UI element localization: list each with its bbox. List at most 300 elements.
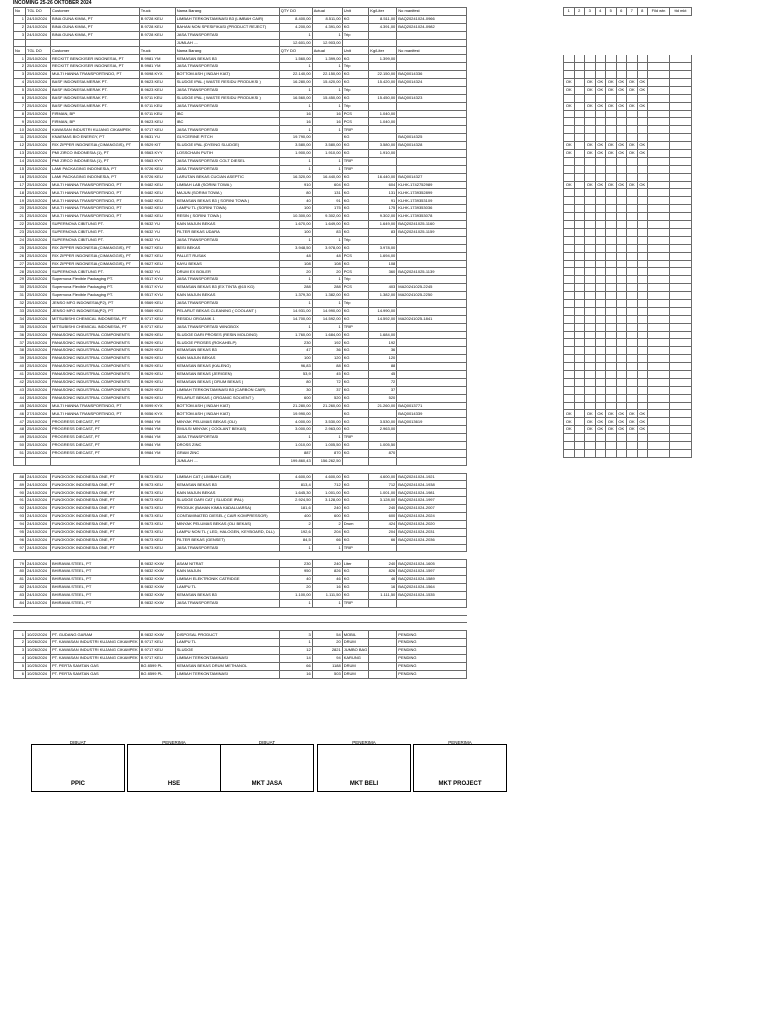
table-cell: KG — [342, 292, 369, 300]
checklist-cell — [648, 276, 670, 284]
table-cell: 1 — [312, 236, 342, 244]
checklist-cell — [637, 347, 648, 355]
table-cell: No — [14, 8, 26, 16]
checklist-cell — [627, 449, 638, 457]
checklist-cell — [564, 165, 575, 173]
table-cell: B 9632 YU — [139, 236, 175, 244]
table-cell: B 9482 KEU — [139, 197, 175, 205]
table-cell — [397, 449, 467, 457]
checklist-cell — [670, 39, 692, 47]
table-cell: B 9711 KEU — [139, 102, 175, 110]
checklist-cell: OK — [595, 410, 606, 418]
checklist-cell — [574, 370, 585, 378]
checklist-cell — [585, 31, 596, 39]
checklist-cell — [616, 307, 627, 315]
table-cell: BAQ0013619 — [397, 418, 467, 426]
table-cell: LIMBAH TERKONTAMINASI — [175, 655, 279, 663]
checklist-cell — [627, 197, 638, 205]
checklist-cell — [595, 370, 606, 378]
table-cell: B 9629 KEU — [139, 331, 175, 339]
checklist-cell — [627, 244, 638, 252]
table-cell: KG — [342, 497, 369, 505]
table-cell: SLUDGE — [175, 647, 279, 655]
table-cell: 25/10/2024 — [26, 315, 51, 323]
checklist-cell — [564, 39, 575, 47]
table-cell: 15.450,00 — [369, 94, 397, 102]
table-cell: 14 — [14, 157, 26, 165]
table-cell: 30 — [14, 284, 26, 292]
table-cell — [397, 165, 467, 173]
table-cell: Drum — [342, 520, 369, 528]
table-cell — [397, 110, 467, 118]
checklist-cell — [627, 402, 638, 410]
table-cell: 24/10/2024 — [26, 544, 51, 552]
table-cell: 100 — [279, 355, 312, 363]
checklist-cell: OK — [637, 86, 648, 94]
checklist-cell — [574, 410, 585, 418]
checklist-cell: OK — [595, 102, 606, 110]
table-row — [14, 481, 467, 489]
checklist-cell — [627, 94, 638, 102]
checklist-cell — [606, 205, 617, 213]
table-cell: 240 — [312, 560, 342, 568]
table-row — [14, 236, 467, 244]
table-cell: TRIP — [342, 544, 369, 552]
checklist-cell — [670, 31, 692, 39]
table-cell: KG — [342, 331, 369, 339]
table-row — [14, 647, 467, 655]
checklist-cell: OK — [564, 79, 575, 87]
table-cell: 25/10/2024 — [26, 118, 51, 126]
checklist-cell: OK — [627, 181, 638, 189]
table-cell: BAQ20241024-2007 — [397, 505, 467, 513]
table-row — [14, 63, 467, 71]
table-cell: 1.694,00 — [369, 252, 397, 260]
table-cell: 29 — [14, 276, 26, 284]
table-cell: 1 — [279, 299, 312, 307]
table-cell: FUNGKOOK INDONESIA ONE, PT — [51, 481, 140, 489]
table-cell: KG — [342, 402, 369, 410]
table-cell — [26, 607, 51, 615]
table-cell: BAQ0014323 — [397, 94, 467, 102]
table-cell — [397, 465, 467, 473]
table-cell: 91 — [369, 197, 397, 205]
table-cell: 4 — [14, 655, 26, 663]
table-cell — [397, 386, 467, 394]
table-cell — [369, 31, 397, 39]
checklist-cell: OK — [606, 410, 617, 418]
checklist-cell — [595, 284, 606, 292]
table-cell: BAQ20241025-1139 — [397, 268, 467, 276]
table-cell: BAQ20241025-1159 — [397, 228, 467, 236]
checklist-cell — [670, 299, 692, 307]
table-row — [14, 55, 467, 63]
table-cell: 3.978,00 — [312, 244, 342, 252]
table-cell: B 9984 YM — [139, 418, 175, 426]
table-cell: 88 — [14, 473, 26, 481]
table-cell — [175, 615, 279, 623]
table-cell: 1.382,00 — [312, 292, 342, 300]
table-cell — [369, 599, 397, 607]
checklist-cell — [670, 134, 692, 142]
table-cell — [139, 465, 175, 473]
checklist-cell — [606, 189, 617, 197]
checklist-cell: OK — [595, 426, 606, 434]
table-cell: 19.990,00 — [279, 410, 312, 418]
table-cell: 14.592,00 — [312, 315, 342, 323]
checklist-cell — [564, 47, 575, 55]
table-row — [14, 631, 467, 639]
checklist-cell — [627, 394, 638, 402]
checklist-cell — [595, 31, 606, 39]
checklist-cell: ttd mkt — [670, 8, 692, 16]
table-cell — [279, 552, 312, 560]
checklist-cell — [606, 15, 617, 23]
checklist-cell — [616, 331, 627, 339]
table-cell: 16.560,00 — [279, 94, 312, 102]
table-cell — [397, 236, 467, 244]
checklist-row — [564, 118, 692, 126]
table-cell — [369, 544, 397, 552]
checklist-cell: OK — [595, 79, 606, 87]
table-cell: PANASONIC INDUSTRIAL COMPONENTS — [51, 331, 140, 339]
table-cell: BAQ20241024-2031 — [397, 528, 467, 536]
checklist-cell — [564, 268, 575, 276]
checklist-cell — [606, 157, 617, 165]
checklist-cell: OK — [627, 150, 638, 158]
table-cell: 41 — [14, 370, 26, 378]
table-row — [14, 449, 467, 457]
table-cell: KG — [342, 189, 369, 197]
checklist-cell: OK — [627, 410, 638, 418]
table-cell: KG — [342, 363, 369, 371]
table-cell: 131 — [312, 189, 342, 197]
table-cell: KLHK-1739353078 — [397, 213, 467, 221]
table-cell: PENDING — [397, 631, 467, 639]
checklist-cell: OK — [606, 86, 617, 94]
table-cell: MULTI HANNA TRANSPORTINDO, PT — [51, 197, 140, 205]
table-cell: DRUM — [342, 639, 369, 647]
checklist-cell — [648, 410, 670, 418]
table-cell: 100 — [279, 228, 312, 236]
checklist-cell — [648, 260, 670, 268]
table-cell: 403 — [369, 284, 397, 292]
table-cell: LARUTAN BEKAS CUCIAN ASEPTIC — [175, 173, 279, 181]
table-cell: 15.450,00 — [312, 94, 342, 102]
checklist-cell — [606, 252, 617, 260]
checklist-cell — [606, 63, 617, 71]
table-cell: 25/10/2024 — [26, 449, 51, 457]
checklist-cell — [574, 189, 585, 197]
checklist-cell — [574, 268, 585, 276]
table-cell: 23 — [14, 228, 26, 236]
checklist-cell — [595, 228, 606, 236]
checklist-cell — [564, 63, 575, 71]
checklist-cell — [616, 47, 627, 55]
signature-name: MKT PROJECT — [438, 781, 482, 787]
table-cell: B 9529 KIT — [139, 142, 175, 150]
table-cell: 25/10/2024 — [26, 55, 51, 63]
table-cell: 25/10/2024 — [26, 189, 51, 197]
table-cell: 1.645,30 — [279, 489, 312, 497]
table-cell — [342, 39, 369, 47]
checklist-cell — [606, 268, 617, 276]
checklist-cell — [627, 347, 638, 355]
checklist-cell — [564, 221, 575, 229]
checklist-cell — [670, 331, 692, 339]
table-row — [14, 221, 467, 229]
checklist-cell — [595, 126, 606, 134]
table-cell: B 9717 KEU — [139, 655, 175, 663]
checklist-cell: OK — [616, 102, 627, 110]
checklist-cell — [637, 15, 648, 23]
table-cell: B 9726 KEU — [139, 165, 175, 173]
blank-row — [14, 465, 467, 473]
checklist-cell — [606, 355, 617, 363]
table-cell: 25/10/2024 — [26, 173, 51, 181]
table-cell: RIX ZIPPER INDONESIA (CIMANGGIS), PT — [51, 142, 140, 150]
checklist-cell — [616, 228, 627, 236]
table-cell: MOBIL — [342, 631, 369, 639]
table-cell: 22.150,00 — [312, 71, 342, 79]
table-cell: 93 — [14, 513, 26, 521]
checklist-cell — [595, 71, 606, 79]
checklist-cell — [670, 55, 692, 63]
table-cell: 1.010,00 — [279, 441, 312, 449]
table-cell: 15 — [14, 165, 26, 173]
checklist-cell: OK — [564, 181, 575, 189]
table-row — [14, 244, 467, 252]
checklist-cell: OK — [585, 410, 596, 418]
table-cell: 28 — [14, 268, 26, 276]
checklist-cell — [595, 481, 606, 489]
checklist-cell — [606, 244, 617, 252]
checklist-cell — [585, 15, 596, 23]
table-cell: MAJUN (SORINI TOWA ) — [175, 189, 279, 197]
checklist-cell — [595, 292, 606, 300]
table-cell: BAQ20241024-2024 — [397, 513, 467, 521]
table-cell: 14.592,00 — [369, 315, 397, 323]
checklist-cell — [627, 228, 638, 236]
table-cell: 88 — [312, 363, 342, 371]
table-cell: FIRMAN, BP — [51, 110, 140, 118]
table-row — [14, 134, 467, 142]
table-cell: 13 — [14, 150, 26, 158]
checklist-cell: OK — [595, 181, 606, 189]
table-cell: 46 — [14, 410, 26, 418]
checklist-cell — [616, 31, 627, 39]
table-cell — [369, 102, 397, 110]
checklist-cell — [648, 39, 670, 47]
table-cell: B 9563 KYY — [139, 150, 175, 158]
table-cell: 16.440,00 — [312, 173, 342, 181]
checklist-cell — [637, 465, 648, 473]
table-cell: BAQ20241024-1535 — [397, 591, 467, 599]
checklist-cell — [595, 94, 606, 102]
table-cell: B 9673 KEU — [139, 505, 175, 513]
table-cell: 25/10/2024 — [26, 355, 51, 363]
checklist-cell — [574, 55, 585, 63]
table-cell: 54 — [312, 631, 342, 639]
checklist-cell — [574, 221, 585, 229]
table-cell: 22 — [14, 221, 26, 229]
table-cell: 84 — [14, 599, 26, 607]
checklist-cell — [564, 228, 575, 236]
checklist-cell — [637, 55, 648, 63]
table-cell: JASA TRANSPORTASI — [175, 299, 279, 307]
table-cell: 100 — [279, 205, 312, 213]
table-cell: LOSSCHAIN PUTIH — [175, 150, 279, 158]
checklist-cell — [648, 15, 670, 23]
table-cell: FUNGKOOK INDONESIA ONE, PT — [51, 513, 140, 521]
table-cell: KG — [342, 205, 369, 213]
table-cell: KEMASAN BEKAS (KALENG) — [175, 363, 279, 371]
table-cell: 2821 — [312, 647, 342, 655]
checklist-cell — [648, 173, 670, 181]
table-cell: PANASONIC INDUSTRIAL COMPONENTS — [51, 370, 140, 378]
checklist-cell — [585, 197, 596, 205]
table-cell: 94 — [312, 655, 342, 663]
table-cell: KG — [342, 213, 369, 221]
table-cell: 3 — [279, 631, 312, 639]
table-cell: 1.649,00 — [312, 221, 342, 229]
checklist-cell — [564, 260, 575, 268]
table-cell: 600 — [279, 394, 312, 402]
table-cell: 1 — [312, 157, 342, 165]
checklist-cell: OK — [627, 426, 638, 434]
table-cell: LIMBAH CAT ( LIMBAH CAIR) — [175, 473, 279, 481]
checklist-cell — [585, 71, 596, 79]
signature-role: DIBUAT — [258, 740, 276, 745]
checklist-cell — [648, 292, 670, 300]
checklist-cell — [616, 213, 627, 221]
checklist-cell — [564, 363, 575, 371]
checklist-cell — [637, 197, 648, 205]
table-cell — [397, 39, 467, 47]
table-cell: FUNGKOOK INDONESIA ONE, PT — [51, 489, 140, 497]
table-cell: 10/26/2024 — [26, 639, 51, 647]
table-cell: 2 — [279, 520, 312, 528]
checklist-cell — [595, 63, 606, 71]
checklist-cell — [564, 457, 575, 465]
checklist-cell — [585, 441, 596, 449]
table-cell: BAHAN NON SPESIFIKASI (PRODUCT REJECT) — [175, 23, 279, 31]
table-cell: 25/10/2024 — [26, 268, 51, 276]
table-cell: MULTI HANNA TRANSPORTINDO, PT — [51, 213, 140, 221]
table-cell — [51, 615, 140, 623]
table-cell: KAWASAN INDUSTRI KUJANG CIKAMPEK — [51, 126, 140, 134]
table-row — [14, 23, 467, 31]
checklist-cell — [606, 236, 617, 244]
table-cell: 192,6 — [279, 528, 312, 536]
table-cell: 12.903,00 — [312, 39, 342, 47]
table-cell: B 9629 KEU — [139, 363, 175, 371]
table-cell: FUNGKOOK INDONESIA ONE, PT — [51, 536, 140, 544]
checklist-row — [564, 363, 692, 371]
table-cell: 1 — [279, 323, 312, 331]
checklist-cell — [616, 441, 627, 449]
table-cell: 89 — [14, 481, 26, 489]
table-cell: B 9623 KEU — [139, 79, 175, 87]
table-row — [14, 150, 467, 158]
table-cell — [369, 639, 397, 647]
table-cell: B 9981 YM — [139, 63, 175, 71]
checklist-cell — [648, 315, 670, 323]
checklist-cell — [585, 363, 596, 371]
checklist-cell — [637, 292, 648, 300]
checklist-cell — [606, 260, 617, 268]
table-cell: JASA TRANSPORTASI — [175, 86, 279, 94]
checklist-cell — [564, 244, 575, 252]
table-cell: LAMPU NON TL ( LED, HALOGEN, KEYBOARD, DLL) — [175, 528, 279, 536]
table-cell — [397, 441, 467, 449]
checklist-cell: OK — [595, 86, 606, 94]
table-cell: KG — [342, 197, 369, 205]
table-cell: 1.005,50 — [369, 441, 397, 449]
checklist-cell — [574, 386, 585, 394]
table-row — [14, 94, 467, 102]
table-cell: 240 — [312, 505, 342, 513]
table-cell: B 9717 KEU — [139, 639, 175, 647]
table-cell: KEMASAN BEKAS (JERIGEN) — [175, 370, 279, 378]
checklist-table — [563, 7, 692, 489]
table-cell: B 9832 KXW — [139, 568, 175, 576]
table-cell: 3.978,00 — [369, 244, 397, 252]
table-cell — [397, 544, 467, 552]
table-cell: 1 — [312, 165, 342, 173]
table-cell: 1.649,00 — [369, 221, 397, 229]
checklist-cell — [595, 165, 606, 173]
checklist-cell — [585, 173, 596, 181]
table-cell: PROGRESS DIECAST, PT — [51, 449, 140, 457]
table-cell: LIMBAH TERKONTAMINASI B3 (LIMBAH CAIR) — [175, 15, 279, 23]
checklist-cell — [670, 292, 692, 300]
table-cell: 25/10/2024 — [26, 331, 51, 339]
table-cell: 27/10/2024 — [26, 410, 51, 418]
checklist-cell — [564, 134, 575, 142]
checklist-cell: OK — [606, 150, 617, 158]
table-cell: KG — [342, 150, 369, 158]
checklist-cell — [648, 213, 670, 221]
table-cell: KG — [342, 513, 369, 521]
checklist-cell: Fild wtn — [648, 8, 670, 16]
checklist-cell: OK — [585, 102, 596, 110]
checklist-cell — [648, 426, 670, 434]
table-cell — [397, 102, 467, 110]
table-cell: B 9629 KEU — [139, 386, 175, 394]
checklist-cell — [627, 434, 638, 442]
table-row — [14, 118, 467, 126]
table-cell — [26, 623, 51, 631]
table-cell: 4.600,00 — [369, 473, 397, 481]
table-cell: 230 — [279, 560, 312, 568]
checklist-cell — [616, 473, 627, 481]
checklist-cell — [606, 284, 617, 292]
table-cell: B 9832 KXW — [139, 560, 175, 568]
table-cell: KG — [342, 441, 369, 449]
table-cell: JUMBO BAG — [342, 647, 369, 655]
table-cell — [369, 323, 397, 331]
table-cell: 2 — [312, 520, 342, 528]
checklist-cell: OK — [606, 426, 617, 434]
table-cell — [397, 260, 467, 268]
checklist-cell — [564, 173, 575, 181]
checklist-cell — [648, 299, 670, 307]
table-cell: 156.262,50 — [312, 457, 342, 465]
table-cell: 25/10/2024 — [26, 276, 51, 284]
table-row — [14, 71, 467, 79]
table-cell: 50 — [14, 441, 26, 449]
